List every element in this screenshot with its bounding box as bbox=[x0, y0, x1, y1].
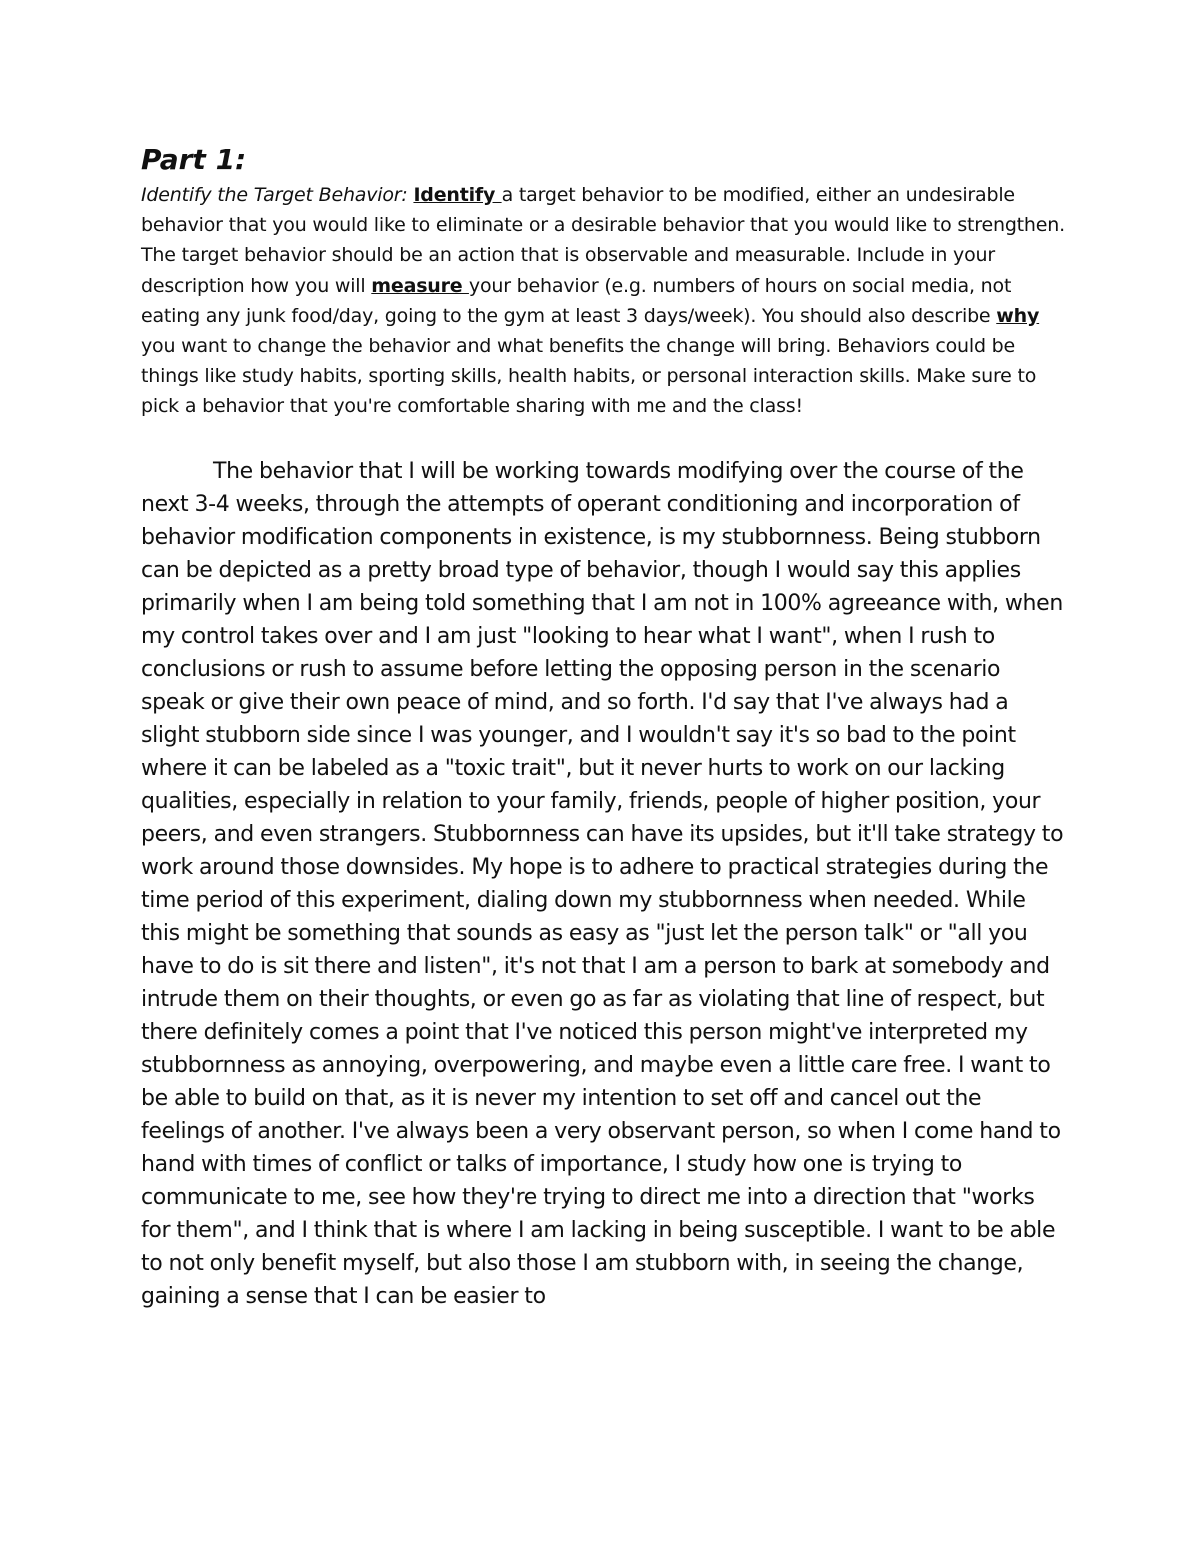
prompt-label: Identify the Target Behavior: bbox=[141, 184, 414, 206]
document-body bbox=[141, 140, 1066, 1313]
prompt-measure-word: measure bbox=[371, 274, 469, 297]
prompt-text-2: your behavior (e.g. numbers of hours on social media, not eating any junk food/day, going to the gym at least 3 days/week). You should also describe bbox=[141, 274, 1012, 327]
assignment-prompt bbox=[141, 180, 1066, 422]
response-paragraph: The behavior that I will be working towards modifying over the course of the next 3-4 weeks, through the attempts of operant conditioning and incorporation of behavior modification components in existence, is my stubbornness. Being stubborn can be depicted as a pretty broad type of behavior, though I would say this applies primarily when I am being told something that I am not in 100% agreeance with, when my control takes over and I am just "looking to hear what I want", when I rush to conclusions or rush to assume before letting the opposing person in the scenario speak or give their own peace of mind, and so forth. I'd say that I've always had a slight stubborn side since I was younger, and I wouldn't say it's so bad to the point where it can be labeled as a "toxic trait", but it never hurts to work on our lacking qualities, especially in relation to your family, friends, people of higher position, your peers, and even strangers. Stubbornness can have its upsides, but it'll take strategy to work around those downsides. My hope is to adhere to practical strategies during the time period of this experiment, dialing down my stubbornness when needed. While this might be something that sounds as easy as "just let the person talk" or "all you have to do is sit there and listen", it's not that I am a person to bark at somebody and intrude them on their thoughts, or even go as far as violating that line of respect, but there definitely comes a point that I've noticed this person might've interpreted my stubbornness as annoying, overpowering, and maybe even a little care free. I want to be able to build on that, as it is never my intention to set off and cancel out the feelings of another. I've always been a very observant person, so when I come hand to hand with times of conflict or talks of importance, I study how one is trying to communicate to me, see how they're trying to direct me into a direction that "works for them", and I think that is where I am lacking in being susceptible. I want to be able to not only benefit myself, but also those I am stubborn with, in seeing the change, gaining a sense that I can be easier to bbox=[141, 458, 1064, 1309]
prompt-text-3: you want to change the behavior and what benefits the change will bring. Behaviors could be things like study habits, sporting skills, health habits, or personal interaction skills. Make sure to pick a behavior that you're comfortable sharing with me and the class! bbox=[141, 335, 1037, 418]
prompt-text-1: a target behavior to be modified, either an undesirable behavior that you would like to eliminate or a desirable behavior that you would like to strengthen. The target behavior should be an action that is observable and measurable. Include in your description how you will bbox=[141, 184, 1065, 297]
part-heading: Part 1: bbox=[141, 143, 247, 176]
prompt-identify-word: Identify bbox=[413, 184, 502, 206]
prompt-why-word: why bbox=[996, 304, 1040, 327]
